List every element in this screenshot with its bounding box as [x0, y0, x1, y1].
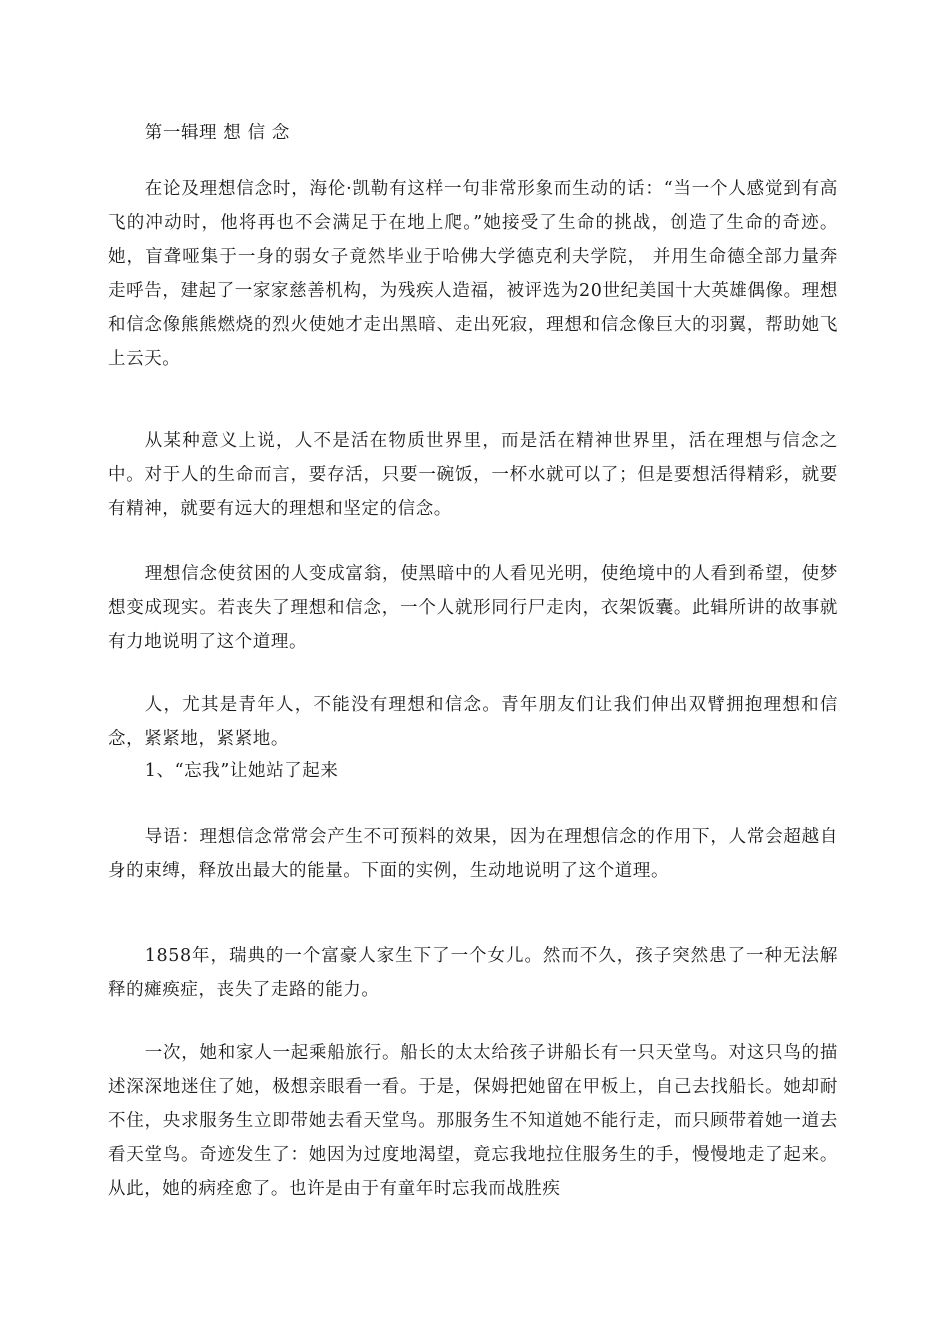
paragraph-lead: 导语：理想信念常常会产生不可预料的效果，因为在理想信念的作用下，人常会超越自身的束缚，释放出最大的能量。下面的实例，生动地说明了这个道理。: [108, 827, 838, 881]
paragraph-voyage: 一次，她和家人一起乘船旅行。船长的太太给孩子讲船长有一只天堂鸟。对这只鸟的描述深深地迷住了她，极想亲眼看一看。于是，保姆把她留在甲板上，自己去找船长。她却耐不住，央求服务生立即带她去看天堂鸟。那服务生不知道她不能行走，而只顾带着她一道去看天堂鸟。奇迹发生了：她因为过度地渴望，竟忘我地拉住服务生的手，慢慢地走了起来。从此，她的病痊愈了。也许是由于有童年时忘我而战胜疾: [108, 1043, 838, 1199]
story-title: 1、“忘我”让她站了起来: [144, 761, 339, 781]
paragraph-1858: 1858年，瑞典的一个富豪人家生下了一个女儿。然而不久，孩子突然患了一种无法解释的瘫痪症，丧失了走路的能力。: [108, 946, 838, 1000]
paragraph-effects: 理想信念使贫困的人变成富翁，使黑暗中的人看见光明，使绝境中的人看到希望，使梦想变成现实。若丧失了理想和信念，一个人就形同行尸走肉，衣架饭囊。此辑所讲的故事就有力地说明了这个道理。: [108, 564, 838, 652]
paragraph-youth: 人，尤其是青年人，不能没有理想和信念。青年朋友们让我们伸出双臂拥抱理想和信念，紧紧地，紧紧地。: [108, 695, 838, 749]
section-title: 第一辑理 想 信 念: [144, 123, 290, 143]
paragraph-spirit: 从某种意义上说，人不是活在物质世界里，而是活在精神世界里，活在理想与信念之中。对于人的生命而言，要存活，只要一碗饭，一杯水就可以了；但是要想活得精彩，就要有精神，就要有远大的理想和坚定的信念。: [108, 431, 838, 519]
paragraph-intro: 在论及理想信念时，海伦·凯勒有这样一句非常形象而生动的话：“当一个人感觉到有高飞的冲动时，他将再也不会满足于在地上爬。”她接受了生命的挑战，创造了生命的奇迹。她，盲聋哑集于一身的弱女子竟然毕业于哈佛大学德克利夫学院， 并用生命德全部力量奔走呼告，建起了一家家慈善机构，为残疾人造福，被评选为20世纪美国十大英雄偶像。理想和信念像熊熊燃烧的烈火使她才走出黑暗、走出死寂，理想和信念像巨大的羽翼，帮助她飞上云天。: [108, 179, 838, 369]
